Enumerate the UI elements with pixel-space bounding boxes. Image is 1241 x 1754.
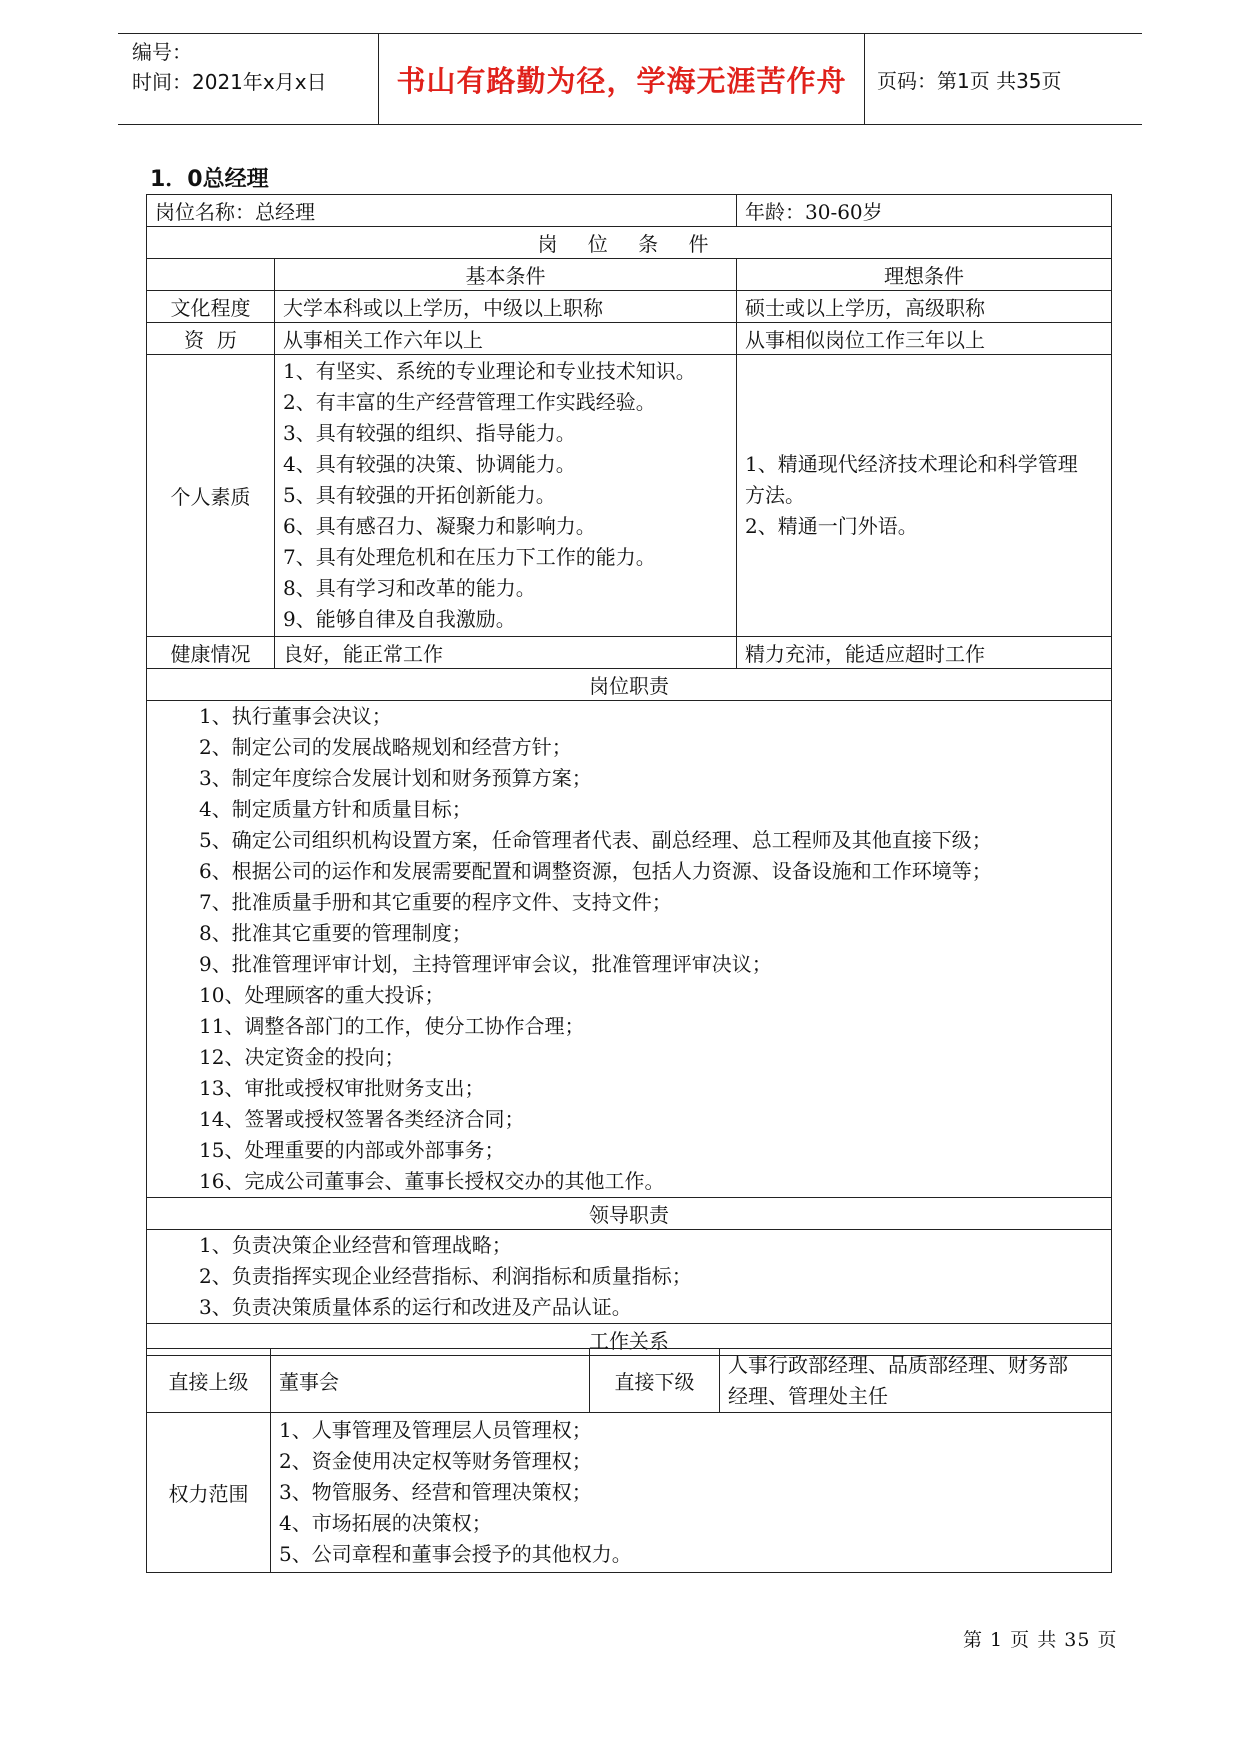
duty-item: 6、根据公司的运作和发展需要配置和调整资源，包括人力资源、设备设施和工作环境等； (199, 859, 992, 883)
leadership-item: 2、负责指挥实现企业经营指标、利润指标和质量指标； (199, 1264, 692, 1288)
subordinate-value (720, 1349, 1112, 1413)
authority-item: 5、公司章程和董事会授予的其他权力。 (279, 1542, 632, 1566)
education-label: 文化程度 (147, 291, 275, 323)
health-ideal: 精力充沛，能适应超时工作 (737, 637, 1112, 669)
experience-label: 资 历 (147, 323, 275, 355)
page-header (118, 33, 1142, 125)
experience-basic: 从事相关工作六年以上 (275, 323, 737, 355)
header-empty-cell (147, 259, 275, 291)
authority-item: 1、人事管理及管理层人员管理权； (279, 1418, 592, 1442)
education-basic: 大学本科或以上学历，中级以上职称 (275, 291, 737, 323)
serial-label: 编号： (132, 40, 192, 64)
leadership-list (147, 1230, 1112, 1324)
duty-item: 11、调整各部门的工作，使分工协作合理； (199, 1014, 585, 1038)
quality-basic-item: 3、具有较强的组织、指导能力。 (283, 421, 576, 445)
time-line: 时间：2021年x月x日 (132, 70, 327, 94)
subordinate-line: 经理、管理处主任 (728, 1383, 888, 1408)
quality-ideal-item: 方法。 (745, 483, 805, 507)
leadership-title: 领导职责 (147, 1198, 1112, 1230)
position-table (146, 194, 1112, 1356)
leadership-item: 1、负责决策企业经营和管理战略； (199, 1233, 512, 1257)
quality-basic-item: 8、具有学习和改革的能力。 (283, 576, 536, 600)
duty-item: 15、处理重要的内部或外部事务； (199, 1138, 505, 1162)
quality-basic-item: 1、有坚实、系统的专业理论和专业技术知识。 (283, 359, 696, 383)
quality-basic-cell (275, 355, 737, 637)
superior-label: 直接上级 (147, 1349, 271, 1413)
relations-title: 工作关系 (147, 1324, 1112, 1356)
education-ideal: 硕士或以上学历，高级职称 (737, 291, 1112, 323)
quality-basic-item: 4、具有较强的决策、协调能力。 (283, 452, 576, 476)
conditions-title: 岗 位 条 件 (147, 227, 1112, 259)
page-footer: 第 1 页 共 35 页 (963, 1629, 1118, 1651)
duty-item: 10、处理顾客的重大投诉； (199, 983, 445, 1007)
superior-value: 董事会 (271, 1349, 590, 1413)
duty-item: 2、制定公司的发展战略规划和经营方针； (199, 735, 572, 759)
authority-label: 权力范围 (147, 1413, 271, 1573)
authority-item: 2、资金使用决定权等财务管理权； (279, 1449, 592, 1473)
quality-label: 个人素质 (147, 355, 275, 637)
duty-item: 1、执行董事会决议； (199, 704, 392, 728)
quality-basic-item: 6、具有感召力、凝聚力和影响力。 (283, 514, 596, 538)
section-title: 1．0总经理 (150, 167, 269, 192)
header-page-info: 页码：第1页 共35页 (877, 68, 1062, 93)
relations-table (146, 1348, 1112, 1573)
duty-item: 5、确定公司组织机构设置方案，任命管理者代表、副总经理、总工程师及其他直接下级； (199, 828, 992, 852)
authority-list (271, 1413, 1112, 1573)
duty-item: 16、完成公司董事会、董事长授权交办的其他工作。 (199, 1169, 665, 1193)
quality-ideal-item: 1、精通现代经济技术理论和科学管理 (745, 452, 1078, 476)
duty-item: 13、审批或授权审批财务支出； (199, 1076, 485, 1100)
quality-basic-item: 5、具有较强的开拓创新能力。 (283, 483, 556, 507)
duty-item: 9、批准管理评审计划，主持管理评审会议，批准管理评审决议； (199, 952, 772, 976)
position-age: 年龄：30-60岁 (737, 195, 1112, 227)
subordinate-label: 直接下级 (590, 1349, 720, 1413)
quality-ideal-cell (737, 355, 1112, 637)
basic-header: 基本条件 (275, 259, 737, 291)
header-meta (118, 34, 378, 124)
subordinate-line: 人事行政部经理、品质部经理、财务部 (728, 1352, 1068, 1377)
duty-item: 4、制定质量方针和质量目标； (199, 797, 472, 821)
authority-item: 4、市场拓展的决策权； (279, 1511, 492, 1535)
authority-item: 3、物管服务、经营和管理决策权； (279, 1480, 592, 1504)
quality-basic-item: 7、具有处理危机和在压力下工作的能力。 (283, 545, 656, 569)
quality-basic-item: 2、有丰富的生产经营管理工作实践经验。 (283, 390, 656, 414)
leadership-item: 3、负责决策质量体系的运行和改进及产品认证。 (199, 1295, 632, 1319)
duties-title: 岗位职责 (147, 669, 1112, 701)
quality-ideal-item: 2、精通一门外语。 (745, 514, 918, 538)
header-motto: 书山有路勤为径，学海无涯苦作舟 (378, 34, 865, 124)
position-name: 岗位名称：总经理 (147, 195, 737, 227)
quality-basic-item: 9、能够自律及自我激励。 (283, 607, 516, 631)
duty-item: 12、决定资金的投向； (199, 1045, 405, 1069)
duty-item: 14、签署或授权签署各类经济合同； (199, 1107, 525, 1131)
experience-ideal: 从事相似岗位工作三年以上 (737, 323, 1112, 355)
health-label: 健康情况 (147, 637, 275, 669)
duty-item: 7、批准质量手册和其它重要的程序文件、支持文件； (199, 890, 672, 914)
ideal-header: 理想条件 (737, 259, 1112, 291)
duty-item: 3、制定年度综合发展计划和财务预算方案； (199, 766, 592, 790)
duties-list (147, 701, 1112, 1198)
duty-item: 8、批准其它重要的管理制度； (199, 921, 472, 945)
health-basic: 良好，能正常工作 (275, 637, 737, 669)
